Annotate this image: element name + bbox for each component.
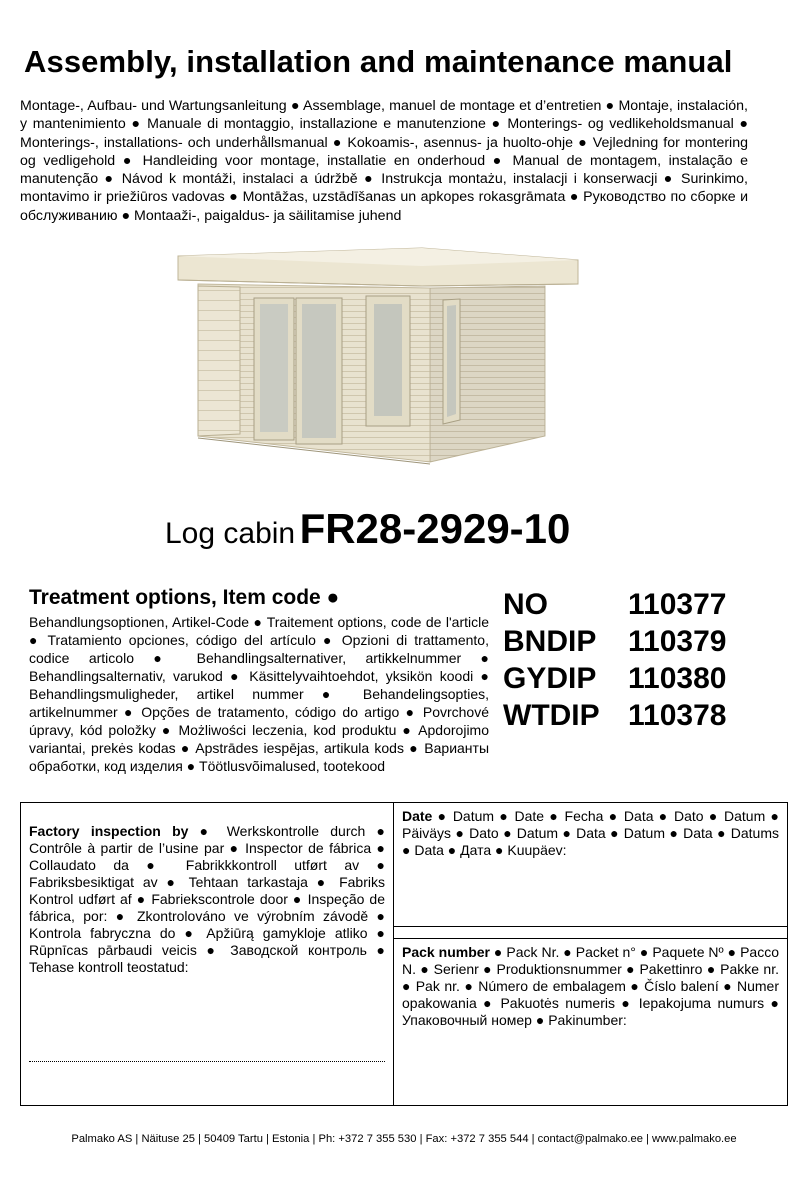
treatment-name: WTDIP xyxy=(503,699,600,732)
spacer-cell xyxy=(394,927,787,939)
treatment-name: BNDIP xyxy=(503,625,597,658)
factory-inspection-text xyxy=(29,823,385,976)
factory-inspection-cell xyxy=(21,803,394,1105)
item-code-row xyxy=(503,697,793,734)
treatment-heading: Treatment options, Item code ● xyxy=(29,586,340,609)
item-code: 110379 xyxy=(628,625,727,658)
item-code-list xyxy=(503,586,793,734)
manual-subtitle: Montage-, Aufbau- und Wartungsanleitung ● Assemblage, manuel de montage et d’entretien ● Montaje, instalación, y mantenimiento ● Manuale di montaggio, installazione e manutenzione ● Monterings- og vedlikeholdsmanual ● Monterings-, installations- och underhållsmanual ● Kokoamis-, asennus- ja huolto-ohje ● Vejledning for montering og vedligehold ● Handleiding voor montage, installatie en onderhoud ● Manual de montagem, instalação e manutenção ● Návod k montáži, instalaci a údržbě ● Instrukcja montażu, instalacji i konserwacji ● Surinkimo, montavimo ir priežiūros vadovas ● Montāžas, uzstādīšanas un apkopes rokasgrāmata ● Руководство по сборке и обслуживанию ● Montaaži-, paigaldus- ja säilitamise juhend xyxy=(20,98,748,224)
signature-line xyxy=(29,1061,385,1062)
treatment-description: Behandlungsoptionen, Artikel-Code ● Traitement options, code de l'article ● Tratamiento opciones, código del artículo ● Opzioni di trattamento, codice articolo ● Behandlingsalternativer, artikkelnummer ● Behandlingsalternativ, varukod ● Käsittelyvaihtoehdot, yksikön koodi ● Behandlingsmuligheder, artikel nummer ● Behandelingsopties, artikelnummer ● Opções de tratamento, código do artigo ● Povrchové úpravy, kód položky ● Możliwości leczenia, kod produktu ● Apdorojimo variantai, prekės kodas ● Apstrādes iespējas, artikula kods ● Варианты обработки, код изделия ● Töötlusvõimalused, tootekood xyxy=(29,614,489,774)
pack-number-translations: ● Pack Nr. ● Packet n° ● Paquete Nº ● Pacco N. ● Serienr ● Produktionsnummer ● Pakettinro ● Pakke nr. ● Pak nr. ● Número de embalagem ● Číslo balení ● Numer opakowania ● Pakuotės numeris ● Iepakojuma numurs ● Упаковочный номер ● Pakinumber: xyxy=(402,944,779,1028)
pack-number-cell xyxy=(394,939,787,1105)
inspection-table xyxy=(20,802,788,1106)
treatment-name: NO xyxy=(503,588,548,621)
item-code: 110377 xyxy=(628,588,727,621)
manual-title: Assembly, installation and maintenance manual xyxy=(24,44,733,79)
pack-number-label: Pack number xyxy=(402,944,490,960)
factory-inspection-label: Factory inspection by xyxy=(29,823,189,839)
item-code-row xyxy=(503,660,793,697)
factory-inspection-translations: ● Werkskontrolle durch ● Contrôle à partir de l’usine par ● Inspector de fábrica ● Collaudato da ● Fabrikkkontroll utført av ● Fabriksbesiktigat av ● Tehtaan tarkastaja ● Fabriks Kontrol udført af ● Fabriekscontrole door ● Inspeção de fábrica, por: ● Zkontrolováno ve výrobním závodě ● Kontrola fabryczna do ● Apžiūrą gamykloje atliko ● Rūpnīcas pārbaudi veicis ● Заводской контроль ● Tehase kontroll teostatud: xyxy=(29,823,385,975)
date-label: Date xyxy=(402,808,433,824)
treatment-name: GYDIP xyxy=(503,662,597,695)
product-code: FR28-2929-10 xyxy=(299,505,571,552)
date-text xyxy=(402,808,779,859)
product-prefix: Log cabin xyxy=(165,517,296,550)
pack-number-text xyxy=(402,944,779,1029)
date-cell xyxy=(394,803,787,927)
log-cabin-illustration xyxy=(160,240,590,502)
item-code-row xyxy=(503,586,793,623)
product-title xyxy=(165,505,570,553)
date-translations: ● Datum ● Date ● Fecha ● Data ● Dato ● Datum ● Päiväys ● Dato ● Datum ● Data ● Datum ● Data ● Datums ● Data ● Дата ● Kuupäev: xyxy=(402,808,779,858)
item-code-row xyxy=(503,623,793,660)
company-footer: Palmako AS | Näituse 25 | 50409 Tartu | Estonia | Ph: +372 7 355 530 | Fax: +372 7 355 544 | contact@palmako.ee | www.palmako.ee xyxy=(71,1133,737,1145)
item-code: 110380 xyxy=(628,662,727,695)
item-code: 110378 xyxy=(628,699,727,732)
